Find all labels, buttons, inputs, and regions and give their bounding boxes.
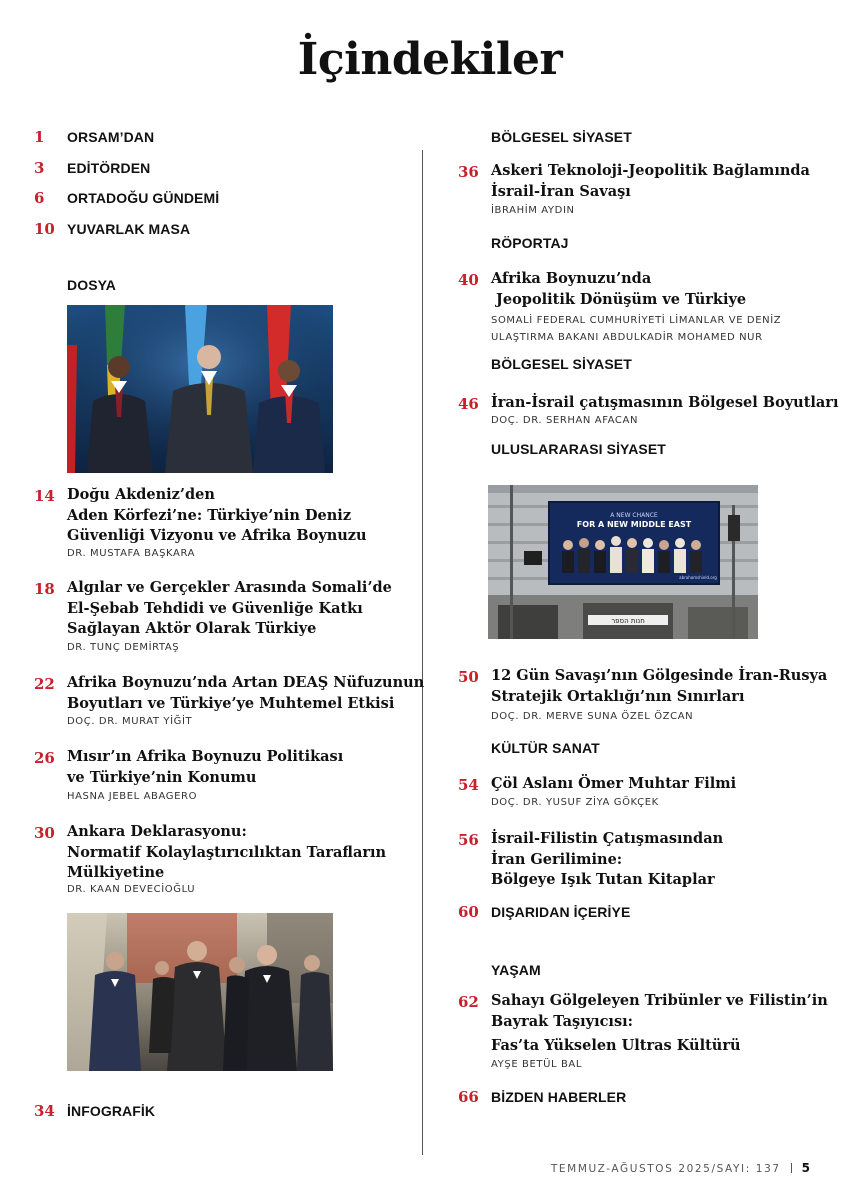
billboard-headline: FOR A NEW MIDDLE EAST [576,520,692,529]
section-heading-uluslararasi-siyaset: ULUSLARARASI SİYASET [491,441,666,457]
article-title[interactable] [67,578,392,640]
store-sign: חנות הספר [611,617,645,625]
toc-link-orsamdan[interactable]: ORSAM’DAN [67,129,155,145]
article-title[interactable] [67,747,343,788]
leaders-photo [67,305,333,473]
toc-page-number: 10 [34,220,55,238]
article-title-line: İran-İsrail çatışmasının Bölgesel Boyutları [491,394,839,411]
toc-page-number: 22 [34,675,55,693]
article-author [491,312,781,346]
toc-page-number: 6 [34,189,45,207]
article-author: DR. KAAN DEVECİOĞLU [67,884,196,895]
article-title-line: Güvenliği Vizyonu ve Afrika Boynuzu [67,527,367,544]
article-title[interactable] [67,485,367,547]
billboard-photo [488,485,758,639]
article-author-line: SOMALİ FEDERAL CUMHURİYETİ LİMANLAR VE DENİZ [491,315,782,326]
toc-page-number: 36 [458,163,479,181]
article-title[interactable] [491,991,828,1057]
delegation-photo [67,913,333,1071]
article-title[interactable] [491,774,736,795]
toc-page-number: 1 [34,128,45,146]
toc-page-number: 60 [458,903,479,921]
toc-page-number: 46 [458,395,479,413]
toc-page-number: 30 [34,824,55,842]
toc-page-number: 26 [34,749,55,767]
article-author: İBRAHİM AYDIN [491,205,575,216]
article-author: HASNA JEBEL ABAGERO [67,791,198,802]
article-title[interactable] [491,161,810,202]
article-author: DOÇ. DR. MURAT YİĞİT [67,716,193,727]
toc-page-number: 14 [34,487,55,505]
page-footer [551,1161,810,1175]
article-author: DOÇ. DR. YUSUF ZİYA GÖKÇEK [491,797,659,808]
section-heading-bolgesel-siyaset: BÖLGESEL SİYASET [491,129,632,145]
section-heading-yasam: YAŞAM [491,962,541,978]
article-title[interactable] [491,666,827,707]
article-title-line: Sahayı Gölgeleyen Tribünler ve Filistin’in [491,992,828,1009]
article-title[interactable] [67,673,424,714]
article-title-line: Sağlayan Aktör Olarak Türkiye [67,620,317,637]
toc-page-number: 54 [458,776,479,794]
article-title-line: Bölgeye Işık Tutan Kitaplar [491,871,715,888]
toc-link-yuvarlak-masa[interactable]: YUVARLAK MASA [67,221,191,237]
article-author: DR. TUNÇ DEMİRTAŞ [67,642,180,653]
billboard-subtext: A NEW CHANCE [610,512,658,519]
article-title-line: İsrail-İran Savaşı [491,182,631,200]
article-title-line: El-Şebab Tehdidi ve Güvenliğe Katkı [67,599,363,617]
section-heading-kultur-sanat: KÜLTÜR SANAT [491,740,600,756]
toc-page-number: 3 [34,159,45,177]
article-title-line: Fas’ta Yükselen Ultras Kültürü [491,1037,741,1054]
page-number: 5 [801,1161,810,1175]
article-title-line: Algılar ve Gerçekler Arasında Somali’de [67,579,392,596]
article-title-line: Doğu Akdeniz’den [67,486,215,503]
article-title-line: Normatif Kolaylaştırıcılıktan Tarafların [67,843,387,861]
article-title[interactable] [491,393,838,414]
article-title[interactable] [491,269,746,310]
article-title-line: Çöl Aslanı Ömer Muhtar Filmi [491,775,737,792]
article-title-line: Mısır’ın Afrika Boynuzu Politikası [67,748,344,765]
article-title-line: Ankara Deklarasyonu: [67,823,247,840]
article-title[interactable] [67,822,386,884]
section-heading-dosya: DOSYA [67,277,117,293]
article-author: DR. MUSTAFA BAŞKARA [67,548,196,559]
footer-separator [791,1163,792,1173]
article-title-line: Boyutları ve Türkiye’ye Muhtemel Etkisi [67,694,395,712]
section-heading-roportaj: RÖPORTAJ [491,235,569,251]
column-divider [422,150,423,1155]
toc-link-infografik[interactable]: İNFOGRAFİK [67,1103,156,1119]
article-title-line: İran Gerilimine: [491,850,623,868]
article-title-line: Bayrak Taşıyıcısı: [491,1012,633,1030]
toc-link-disaridan-iceriye[interactable]: DIŞARIDAN İÇERİYE [491,904,631,920]
article-title-line: Stratejik Ortaklığı’nın Sınırları [491,687,745,705]
toc-page-number: 34 [34,1102,55,1120]
article-title-line: Afrika Boynuzu’nda Artan DEAŞ Nüfuzunun [67,674,425,691]
article-author: AYŞE BETÜL BAL [491,1059,583,1070]
toc-page-number: 56 [458,831,479,849]
billboard-url: abrahamshield.org [679,575,717,580]
toc-link-editorden[interactable]: EDİTÖRDEN [67,160,151,176]
article-title-line: Aden Körfezi’ne: Türkiye’nin Deniz [67,506,352,524]
toc-page-number: 50 [458,668,479,686]
toc-page-number: 62 [458,993,479,1011]
toc-page-number: 40 [458,271,479,289]
toc-link-bizden-haberler[interactable]: BİZDEN HABERLER [491,1089,627,1105]
article-title-line: İsrail-Filistin Çatışmasından [491,830,724,847]
article-author-line: ULAŞTIRMA BAKANI ABDULKADİR MOHAMED NUR [491,332,763,343]
article-title-line: Afrika Boynuzu’nda [491,270,652,287]
issue-info: TEMMUZ-AĞUSTOS 2025/SAYI: 137 [550,1163,781,1175]
article-title-line: Mülkiyetine [67,864,165,881]
toc-page-number: 66 [458,1088,479,1106]
article-title-line: 12 Gün Savaşı’nın Gölgesinde İran-Rusya [491,667,828,684]
toc-link-ortadogu-gundemi[interactable]: ORTADOĞU GÜNDEMİ [67,190,220,206]
article-title-line: Askeri Teknoloji-Jeopolitik Bağlamında [491,162,810,179]
toc-page-number: 18 [34,580,55,598]
section-heading-bolgesel-siyaset: BÖLGESEL SİYASET [491,356,632,372]
article-author: DOÇ. DR. MERVE SUNA ÖZEL ÖZCAN [491,711,694,722]
article-title[interactable] [491,829,723,891]
page-title: İçindekiler [297,34,563,85]
article-title-line: ve Türkiye’nin Konumu [67,768,257,786]
article-author: DOÇ. DR. SERHAN AFACAN [491,415,639,426]
article-title-line: Jeopolitik Dönüşüm ve Türkiye [491,290,747,308]
